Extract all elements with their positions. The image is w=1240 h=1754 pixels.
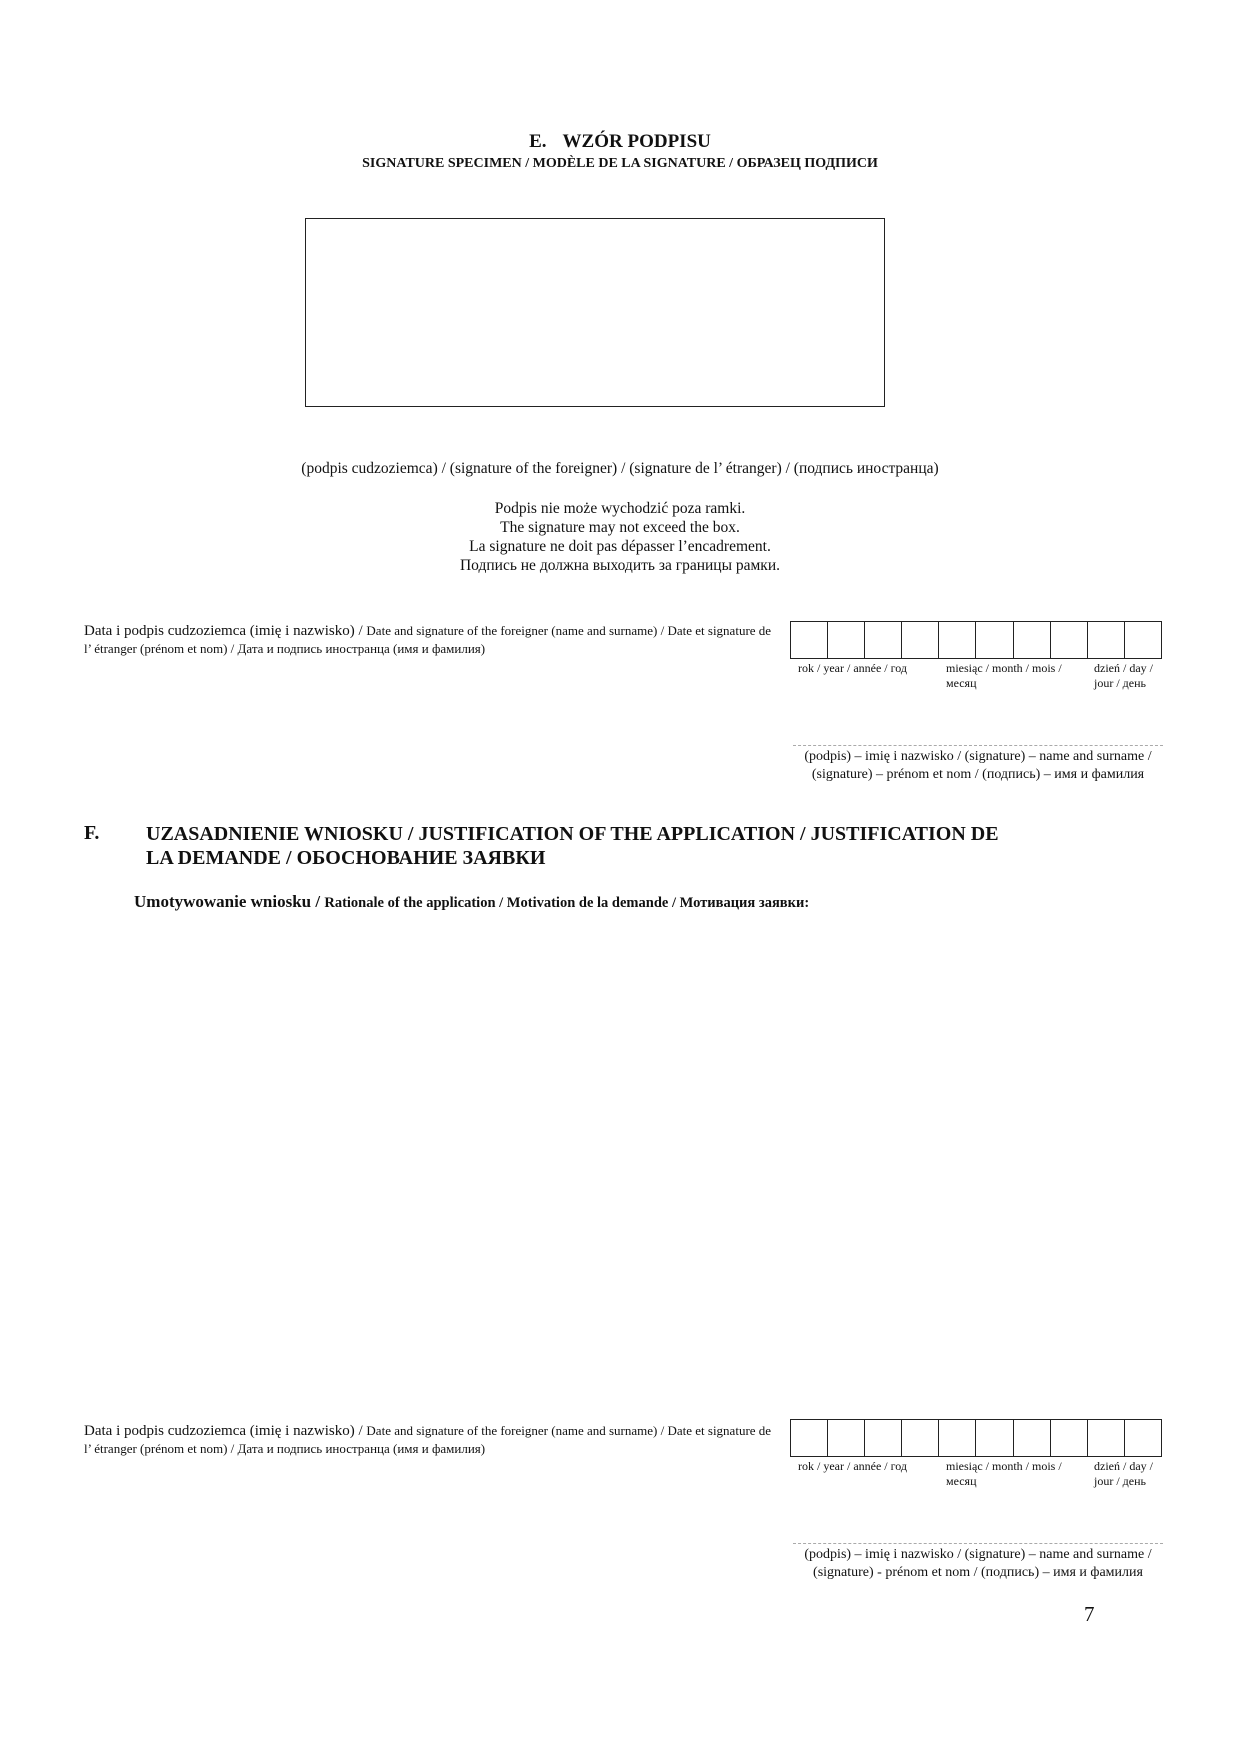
month-digit-box[interactable] <box>1050 622 1087 658</box>
month-label: miesiąc / month / mois / месяц <box>946 661 1062 690</box>
day-digit-box[interactable] <box>1087 622 1124 658</box>
month-digit-box[interactable] <box>975 622 1012 658</box>
month-digit-box[interactable] <box>1013 622 1050 658</box>
section-f-title: UZASADNIENIE WNIOSKU / JUSTIFICATION OF THE APPLICATION / JUSTIFICATION DE LA DEMANDE / ОБОСНОВАНИЕ ЗАЯВКИ <box>146 823 999 869</box>
year-digit-box[interactable] <box>827 622 864 658</box>
year-digit-box[interactable] <box>901 622 938 658</box>
day-digit-box[interactable] <box>1124 622 1162 658</box>
section-e-heading: WZÓR PODPISU <box>562 131 711 152</box>
section-e-title <box>0 131 1240 153</box>
section-f-subtitle <box>134 892 809 912</box>
date-signature-label-main: Data i podpis cudzoziemca (imię i nazwisko) / <box>84 1423 367 1439</box>
year-digit-box[interactable] <box>790 622 827 658</box>
day-label: dzień / day / jour / день <box>1094 1459 1153 1488</box>
signature-line[interactable] <box>793 745 1163 746</box>
date-signature-label-translations: Date and signature of the foreigner (name and surname) / Date et signature de l’ étranger (prénom et nom) / Дата и подпись иностранца (имя и фамилия) <box>84 623 772 656</box>
signature-rule-en: The signature may not exceed the box. <box>500 519 740 536</box>
signature-rule-fr: La signature ne doit pas dépasser l’encadrement. <box>469 538 771 555</box>
day-digit-box[interactable] <box>1087 1420 1124 1456</box>
section-f-subtitle-main: Umotywowanie wniosku / <box>134 892 325 911</box>
month-digit-box[interactable] <box>1050 1420 1087 1456</box>
date-signature-label-translations: Date and signature of the foreigner (name and surname) / Date et signature de l’ étranger (prénom et nom) / Дата и подпись иностранца (имя и фамилия) <box>84 1423 772 1456</box>
signature-box-caption: (podpis cudzoziemca) / (signature of the foreigner) / (signature de l’ étranger) / (подпись иностранца) <box>301 460 939 477</box>
year-label: rok / year / année / год <box>798 661 908 675</box>
page-number: 7 <box>1084 1602 1095 1626</box>
section-f-letter: F. <box>84 822 100 844</box>
date-signature-label <box>84 1422 779 1458</box>
day-digit-box[interactable] <box>1124 1420 1162 1456</box>
signature-line[interactable] <box>793 1543 1163 1544</box>
signature-rule-pl: Podpis nie może wychodzić poza ramki. <box>494 500 746 517</box>
month-digit-box[interactable] <box>1013 1420 1050 1456</box>
year-digit-box[interactable] <box>864 1420 901 1456</box>
year-digit-box[interactable] <box>901 1420 938 1456</box>
signature-line-caption: (podpis) – imię i nazwisko / (signature) – name and surname / (signature) – prénom et nom / (подпись) – имя и фамилия <box>804 749 1152 782</box>
day-label: dzień / day / jour / день <box>1094 661 1153 690</box>
year-digit-box[interactable] <box>864 622 901 658</box>
year-digit-box[interactable] <box>790 1420 827 1456</box>
date-input-grid[interactable] <box>790 1419 1162 1457</box>
month-digit-box[interactable] <box>938 1420 975 1456</box>
year-digit-box[interactable] <box>827 1420 864 1456</box>
signature-rule-ru: Подпись не должна выходить за границы рамки. <box>459 557 781 574</box>
signature-line-caption: (podpis) – imię i nazwisko / (signature) – name and surname / (signature) - prénom et nom / (подпись) – имя и фамилия <box>804 1547 1152 1580</box>
section-f-subtitle-translations: Rationale of the application / Motivation de la demande / Мотивация заявки: <box>324 895 810 911</box>
month-digit-box[interactable] <box>938 622 975 658</box>
justification-text-area[interactable] <box>134 930 1154 1410</box>
date-signature-label <box>84 622 779 658</box>
month-digit-box[interactable] <box>975 1420 1012 1456</box>
section-e-subtitle: SIGNATURE SPECIMEN / MODÈLE DE LA SIGNATURE / ОБРАЗЕЦ ПОДПИСИ <box>362 156 878 171</box>
month-label: miesiąc / month / mois / месяц <box>946 1459 1062 1488</box>
year-label: rok / year / année / год <box>798 1459 908 1473</box>
signature-box[interactable] <box>305 218 885 407</box>
date-signature-label-main: Data i podpis cudzoziemca (imię i nazwisko) / <box>84 623 367 639</box>
section-e-letter: E. <box>529 131 547 152</box>
date-input-grid[interactable] <box>790 621 1162 659</box>
